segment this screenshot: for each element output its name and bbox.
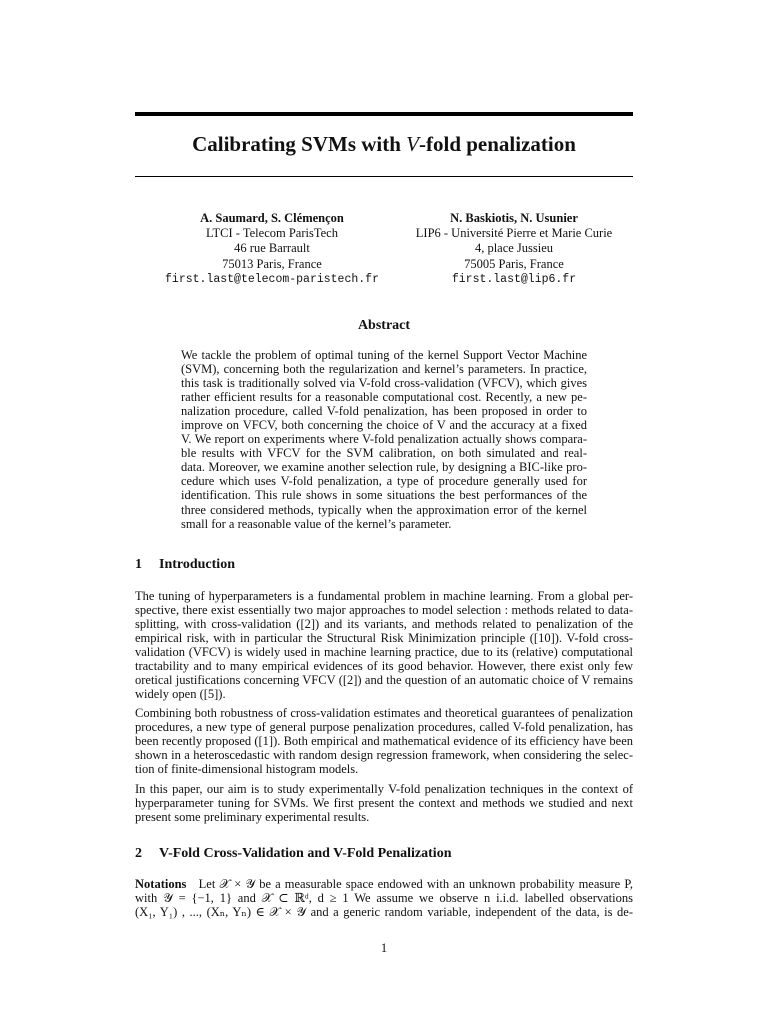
author-email: first.last@lip6.fr [451, 272, 577, 286]
abstract-line: We tackle the problem of optimal tuning of the kernel Support Vector Machine [181, 348, 587, 362]
intro-paragraph-1 [135, 589, 633, 701]
text-line: validation (VFCV) is widely used in machine learning practice, due to its (relative) computational [135, 645, 633, 660]
author-names: N. Baskiotis, N. Usunier [450, 211, 578, 225]
abstract-line: cedure which uses V-fold penalization, a type of procedure generally used for [181, 474, 587, 489]
text-line: widely open ([5]). [135, 687, 226, 702]
author-block-right [394, 211, 634, 287]
notations-line-1: Let 𝒳 × 𝒴 be a measurable space endowed with an unknown probability measure P, [198, 877, 633, 891]
text-line: oretical justifications concerning VFCV ([2]) and the question of an automatic choice of V remains [135, 673, 633, 688]
abstract-line: V. We report on experiments where V-fold penalization actually shows compara- [181, 432, 587, 447]
text-line: with 𝒴 = {−1, 1} and 𝒳 ⊂ ℝᵈ, d ≥ 1 We assume we observe n i.i.d. labelled observations [135, 891, 633, 906]
paper-title: Calibrating SVMs with V-fold penalization [192, 132, 576, 156]
author-street: 46 rue Barrault [234, 241, 310, 256]
run-in-heading: Notations [135, 877, 187, 891]
text-line: procedures, a new type of general purpose penalization procedures, called V-fold penalization, has [135, 720, 633, 735]
abstract-line: ble results with VFCV for the SVM calibration, on both simulated and real- [181, 446, 587, 461]
author-city: 75005 Paris, France [464, 256, 564, 271]
abstract-line: (SVM), concerning both the regularization and kernel’s parameters. In practice, [181, 362, 587, 377]
abstract-line: three considered methods, typically when the approximation error of the kernel [181, 502, 587, 517]
abstract-line: small for a reasonable value of the kernel’s parameter. [181, 516, 452, 531]
text-line: In this paper, our aim is to study experimentally V-fold penalization techniques in the context of [135, 782, 633, 796]
author-affiliation: LTCI - Telecom ParisTech [206, 226, 338, 241]
abstract-line: this task is traditionally solved via V-fold cross-validation (VFCV), which gives [181, 376, 587, 391]
text-line [135, 877, 633, 891]
section-heading-vfold: 2 V-Fold Cross-Validation and V-Fold Penalization [135, 846, 452, 861]
text-line: tractability and to many empirical evidences of its good behavior. However, there exist only few [135, 659, 633, 674]
abstract-line: identification. This rule shows in some situations the best performances of the [181, 488, 587, 503]
intro-paragraph-3 [135, 782, 633, 824]
author-affiliation: LIP6 - Université Pierre et Marie Curie [415, 226, 613, 241]
title-top-rule [135, 112, 633, 116]
abstract-heading: Abstract [357, 318, 411, 333]
text-line: spective, there exist essentially two major approaches to model selection : methods related to data- [135, 603, 633, 618]
text-line: splitting, with cross-validation ([2]) and its variants, and methods related to penalization of the [135, 617, 633, 632]
page-number: 1 [380, 941, 388, 955]
author-city: 75013 Paris, France [222, 256, 322, 271]
text-line: The tuning of hyperparameters is a fundamental problem in machine learning. From a global per- [135, 589, 633, 603]
author-block-left [152, 211, 392, 287]
text-line: tion of finite-dimensional histogram models. [135, 762, 359, 777]
text-line: hyperparameter tuning for SVMs. We first present the context and methods we studied and next [135, 796, 633, 811]
abstract-line: data. Moreover, we examine another selection rule, by designing a BIC-like pro- [181, 460, 587, 475]
author-names: A. Saumard, S. Clémençon [200, 211, 344, 225]
abstract-line: rather efficient results for a reasonable computational cost. Recently, a new pe- [181, 390, 587, 405]
text-line: shown in a heteroscedastic with random design regression framework, when considering the selec- [135, 748, 633, 763]
author-street: 4, place Jussieu [474, 241, 554, 256]
text-line: been recently proposed ([1]). Both empirical and mathematical evidence of its efficiency have been [135, 734, 633, 749]
abstract-line: improve on VFCV, both concerning the choice of V and the accuracy at a fixed [181, 418, 587, 433]
text-line: empirical risk, with in particular the Structural Risk Minimization principle ([10]). V-fold cross- [135, 631, 633, 646]
notations-paragraph [135, 877, 633, 919]
title-bottom-rule [135, 176, 633, 177]
text-line: (X₁, Y₁) , ..., (Xₙ, Yₙ) ∈ 𝒳 × 𝒴 and a generic random variable, independent of the data, is de- [135, 905, 633, 920]
intro-paragraph-2 [135, 706, 633, 776]
abstract-body [181, 348, 587, 531]
text-line: present some preliminary experimental results. [135, 810, 370, 825]
section-heading-introduction: 1 Introduction [135, 557, 235, 572]
abstract-line: nalization procedure, called V-fold penalization, has been proposed in order to [181, 404, 587, 419]
text-line: Combining both robustness of cross-validation estimates and theoretical guarantees of penalization [135, 706, 633, 720]
author-email: first.last@telecom-paristech.fr [165, 272, 379, 286]
